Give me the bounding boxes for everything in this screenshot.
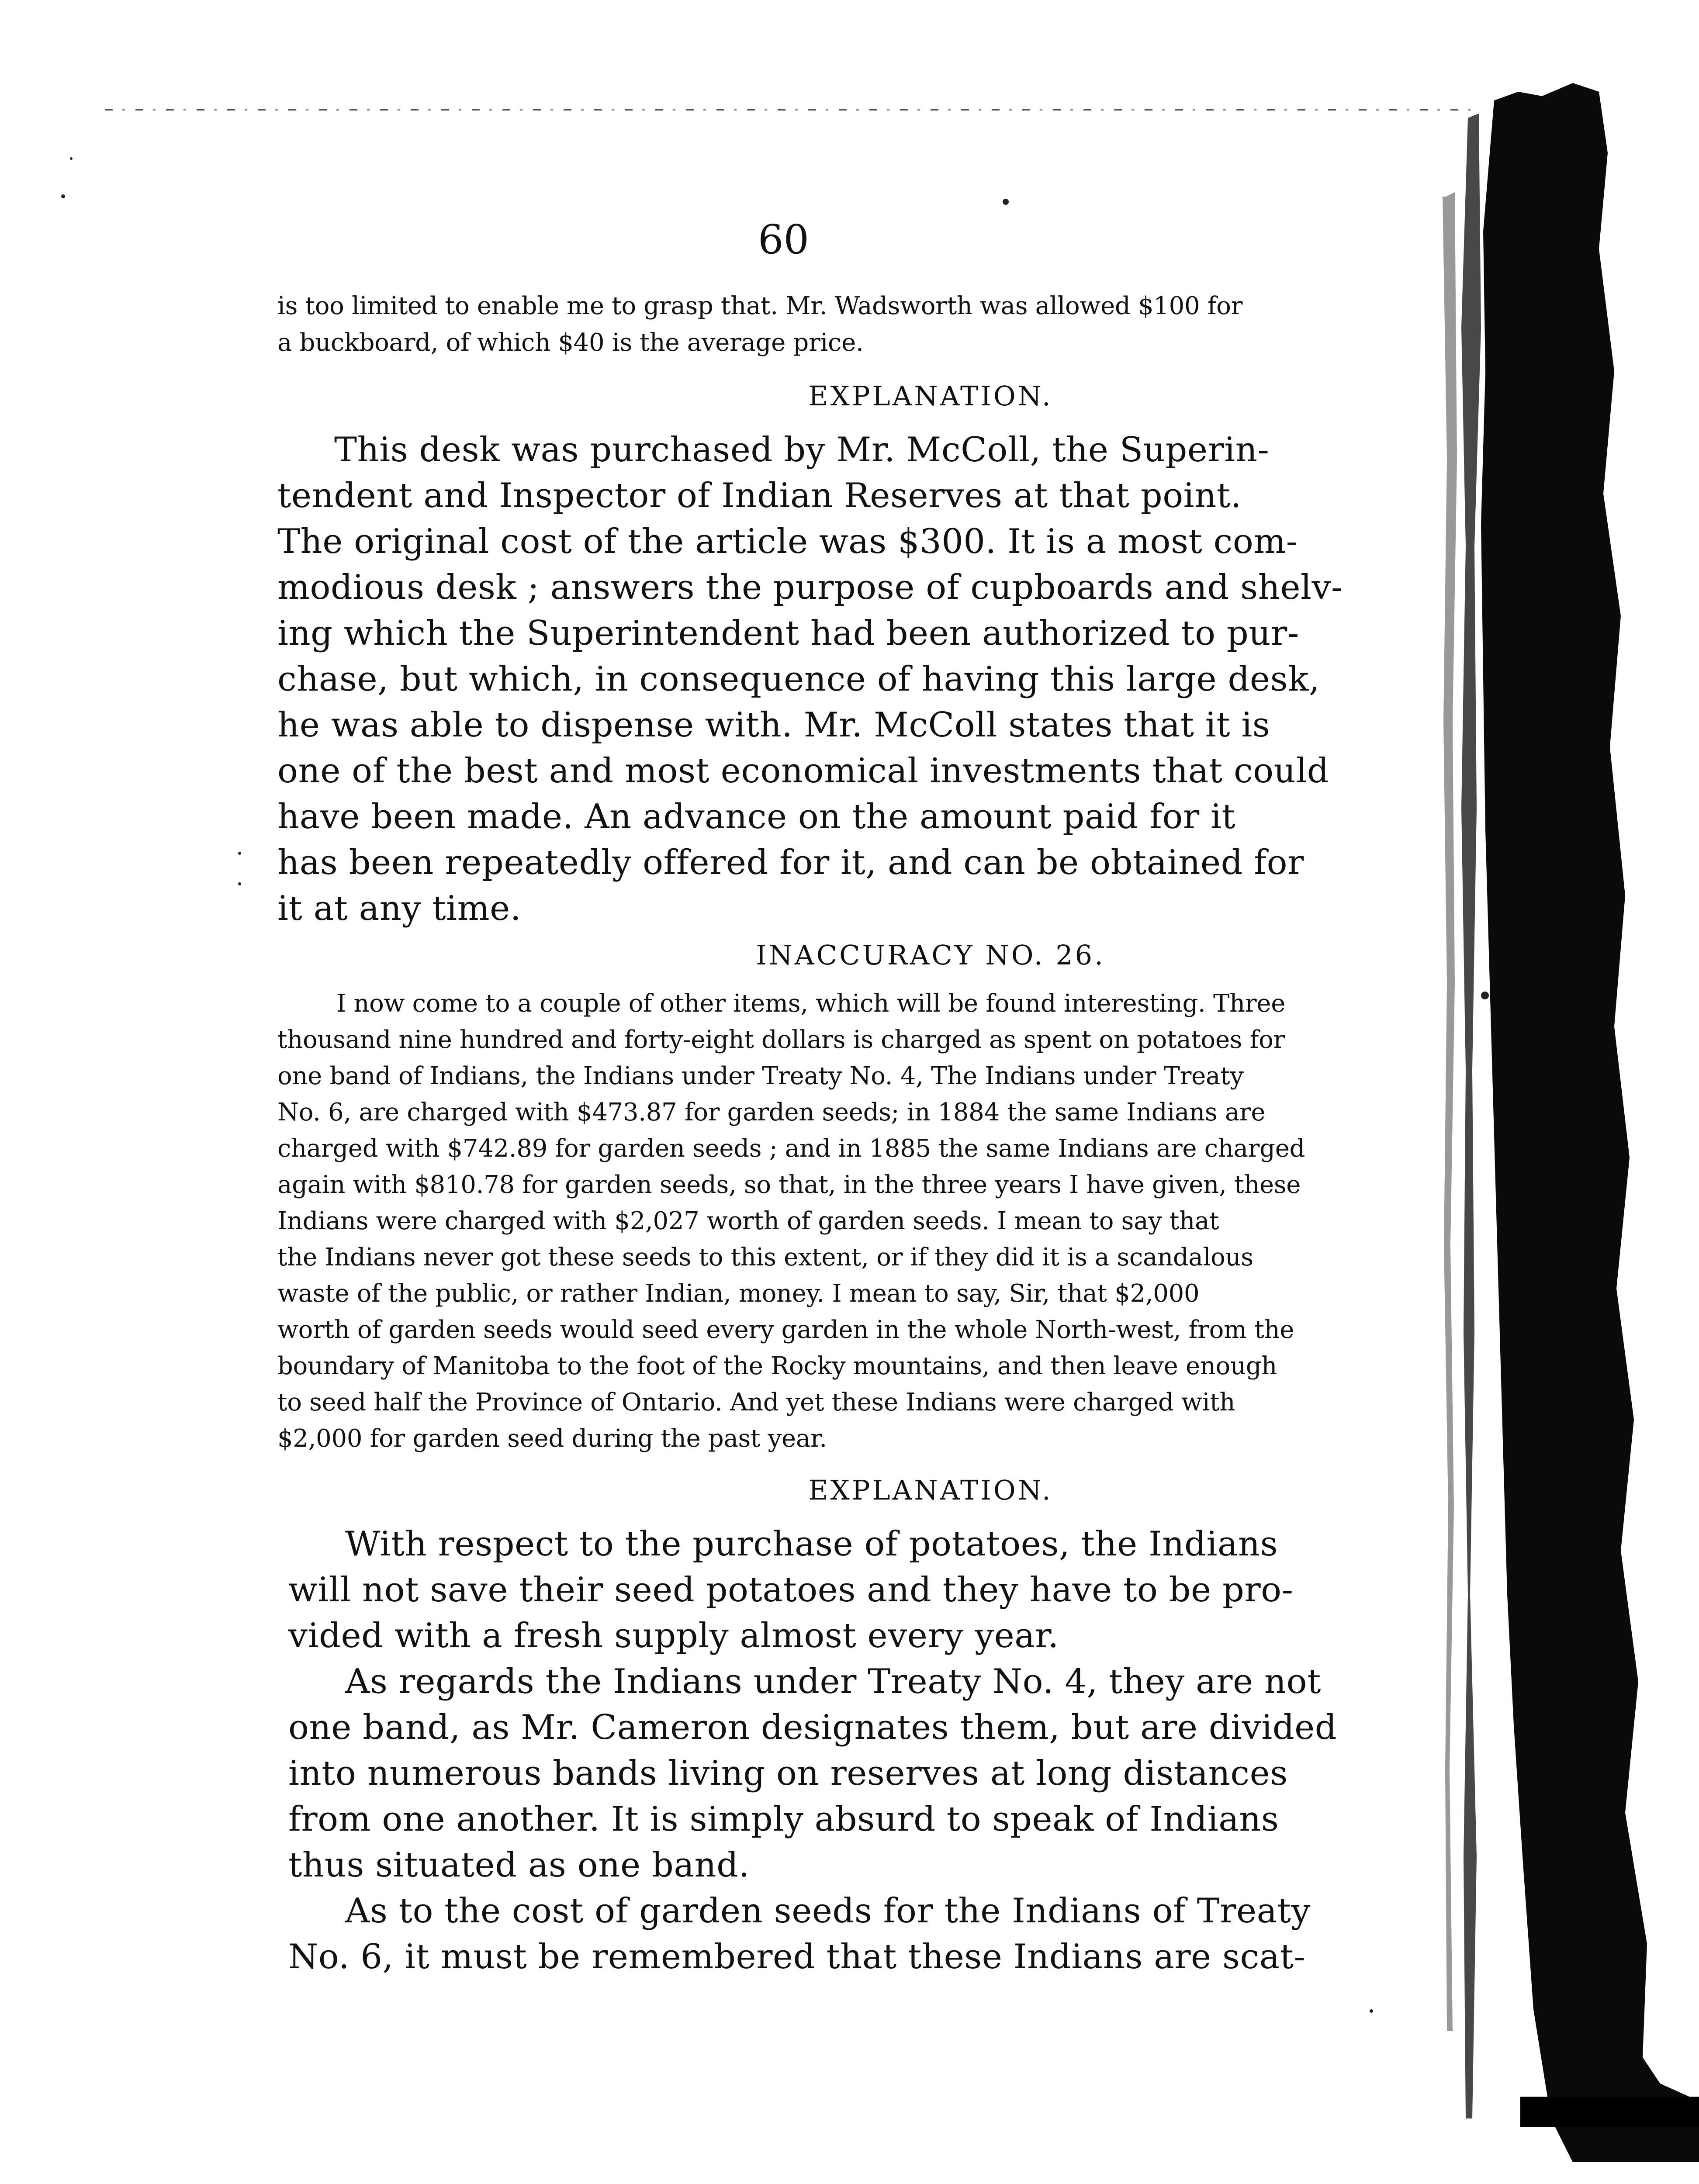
paragraph-line: again with $810.78 for garden seeds, so that, in the three years I have given, these	[277, 1171, 1301, 1199]
speck	[1003, 199, 1009, 205]
binding-edge-shadow	[1442, 66, 1699, 2184]
paragraph-line: The original cost of the article was $300. It is a most com-	[277, 522, 1298, 561]
speck	[1370, 2009, 1373, 2013]
section-heading-text: EXPLANATION.	[808, 1474, 1053, 1506]
paragraph-line: vided with a fresh supply almost every year.	[288, 1616, 1059, 1655]
paragraph-line: one of the best and most economical investments that could	[277, 751, 1329, 791]
paragraph-line: one band of Indians, the Indians under Treaty No. 4, The Indians under Treaty	[277, 1062, 1244, 1090]
paragraph-line: the Indians never got these seeds to this extent, or if they did it is a scandalous	[277, 1243, 1253, 1272]
paragraph-line: Indians were charged with $2,027 worth of garden seeds. I mean to say that	[277, 1207, 1219, 1235]
paragraph-line: boundary of Manitoba to the foot of the Rocky mountains, and then leave enough	[277, 1352, 1277, 1380]
paragraph-line: No. 6, it must be remembered that these Indians are scat-	[288, 1937, 1306, 1977]
intro-line: is too limited to enable me to grasp that. Mr. Wadsworth was allowed $100 for	[277, 292, 1243, 320]
section-heading	[275, 380, 1586, 412]
paragraph-line: As regards the Indians under Treaty No. 4, they are not	[345, 1662, 1321, 1701]
section-heading-text: INACCURACY NO. 26.	[756, 939, 1105, 971]
scan-artifact-top	[105, 109, 1481, 111]
paragraph-line: modious desk ; answers the purpose of cupboards and shelv-	[277, 568, 1343, 607]
paragraph-line: thus situated as one band.	[288, 1845, 750, 1885]
intro-line: a buckboard, of which $40 is the average price.	[277, 328, 864, 357]
paragraph-line: No. 6, are charged with $473.87 for garden seeds; in 1884 the same Indians are	[277, 1098, 1266, 1127]
paragraph-line: waste of the public, or rather Indian, money. I mean to say, Sir, that $2,000	[277, 1279, 1200, 1308]
paragraph-line: worth of garden seeds would seed every garden in the whole North-west, from the	[277, 1316, 1294, 1344]
paragraph-line: charged with $742.89 for garden seeds ; and in 1885 the same Indians are charged	[277, 1134, 1305, 1163]
paragraph-line: I now come to a couple of other items, which will be found interesting. Three	[336, 989, 1286, 1018]
paragraph-line: have been made. An advance on the amount paid for it	[277, 797, 1236, 836]
section-heading	[275, 1474, 1586, 1506]
page-number: 60	[758, 216, 810, 263]
paragraph-line: will not save their seed potatoes and they have to be pro-	[288, 1570, 1294, 1610]
paragraph-line: to seed half the Province of Ontario. And yet these Indians were charged with	[277, 1388, 1235, 1417]
speck	[238, 852, 241, 855]
paragraph-line: With respect to the purchase of potatoes, the Indians	[345, 1524, 1278, 1564]
paragraph-line: has been repeatedly offered for it, and can be obtained for	[277, 843, 1304, 882]
paragraph-line: chase, but which, in consequence of having this large desk,	[277, 660, 1320, 699]
paragraph-line: thousand nine hundred and forty-eight dollars is charged as spent on potatoes for	[277, 1026, 1285, 1054]
section-heading	[275, 939, 1586, 971]
section-heading-text: EXPLANATION.	[808, 380, 1053, 412]
paragraph-line: one band, as Mr. Cameron designates them, but are divided	[288, 1708, 1337, 1747]
paragraph-line: tendent and Inspector of Indian Reserves at that point.	[277, 476, 1242, 515]
paragraph-line: This desk was purchased by Mr. McColl, the Superin-	[334, 430, 1270, 470]
speck	[70, 157, 73, 160]
paragraph-line: ing which the Superintendent had been authorized to pur-	[277, 614, 1299, 653]
paragraph-line: it at any time.	[277, 889, 522, 928]
speck	[61, 194, 65, 198]
paragraph-line: $2,000 for garden seed during the past year.	[277, 1424, 827, 1453]
paragraph-line: As to the cost of garden seeds for the Indians of Treaty	[345, 1891, 1311, 1931]
paragraph-line: he was able to dispense with. Mr. McColl states that it is	[277, 705, 1270, 745]
paragraph-line: from one another. It is simply absurd to speak of Indians	[288, 1800, 1279, 1839]
paragraph-line: into numerous bands living on reserves at long distances	[288, 1754, 1288, 1793]
speck	[238, 882, 241, 885]
